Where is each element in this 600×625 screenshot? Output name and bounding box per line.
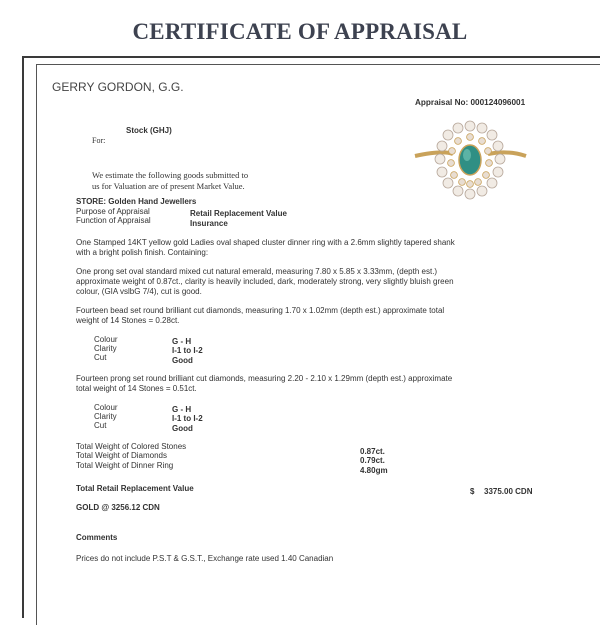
grade-2-label: Colour bbox=[94, 403, 118, 412]
purpose-value: Retail Replacement Value bbox=[190, 209, 287, 218]
total-label: Total Weight of Diamonds bbox=[76, 451, 168, 460]
stock-code: Stock (GHJ) bbox=[126, 126, 172, 135]
total-label: Total Weight of Dinner Ring bbox=[76, 461, 174, 470]
total-value: 4.80gm bbox=[360, 466, 388, 475]
total-value: 0.79ct. bbox=[360, 456, 385, 465]
store-name: STORE: Golden Hand Jewellers bbox=[76, 197, 197, 206]
function-label: Function of Appraisal bbox=[76, 216, 151, 225]
grade-1-value: G - H bbox=[172, 337, 192, 346]
retail-value-label: Total Retail Replacement Value bbox=[76, 484, 194, 493]
grade-1-label: Cut bbox=[94, 353, 107, 362]
diamonds-2-line-1: Fourteen prong set round brilliant cut diamonds, measuring 2.20 - 2.10 x 1.29mm (depth est.) approximate bbox=[76, 374, 453, 383]
intro-line-2: us for Valuation are of present Market Value. bbox=[92, 181, 245, 191]
grade-2-value: G - H bbox=[172, 405, 192, 414]
emerald-line-1: One prong set oval standard mixed cut natural emerald, measuring 7.80 x 5.85 x 3.33mm, (depth est.) bbox=[76, 267, 438, 276]
function-value: Insurance bbox=[190, 219, 228, 228]
total-label: Total Weight of Colored Stones bbox=[76, 442, 187, 451]
comments-text: Prices do not include P.S.T & G.S.T., Exchange rate used 1.40 Canadian bbox=[76, 554, 334, 563]
grade-1-value: Good bbox=[172, 356, 193, 365]
grade-1-value: I-1 to I-2 bbox=[172, 346, 203, 355]
diamonds-2-line-2: total weight of 14 Stones = 0.51ct. bbox=[76, 384, 197, 393]
ring-photo bbox=[413, 120, 528, 205]
comments-label: Comments bbox=[76, 533, 118, 542]
certificate-title: CERTIFICATE OF APPRAISAL bbox=[132, 19, 468, 44]
grade-2-value: Good bbox=[172, 424, 193, 433]
grade-2-label: Cut bbox=[94, 421, 107, 430]
total-value: 0.87ct. bbox=[360, 447, 385, 456]
emerald-stone bbox=[459, 145, 481, 175]
emerald-highlight bbox=[463, 149, 471, 161]
emerald-line-2: approximate weight of 0.87ct., clarity is heavily included, dark, moderately strong, very slightly bluish green bbox=[76, 277, 454, 286]
intro-line-1: We estimate the following goods submitted to bbox=[92, 170, 249, 180]
appraisal-number: Appraisal No: 000124096001 bbox=[415, 98, 526, 107]
grade-2-label: Clarity bbox=[94, 412, 117, 421]
purpose-label: Purpose of Appraisal bbox=[76, 207, 150, 216]
grade-1-label: Clarity bbox=[94, 344, 117, 353]
diamonds-1-line-2: weight of 14 Stones = 0.28ct. bbox=[76, 316, 180, 325]
retail-currency: $ bbox=[470, 487, 475, 496]
grade-2-value: I-1 to I-2 bbox=[172, 414, 203, 423]
for-label: For: bbox=[92, 136, 106, 145]
description-line-1: One Stamped 14KT yellow gold Ladies oval shaped cluster dinner ring with a 2.6mm slightly tapered shank bbox=[76, 238, 455, 247]
description-line-2: with a bright polish finish. Containing: bbox=[76, 248, 209, 257]
gold-price: GOLD @ 3256.12 CDN bbox=[76, 503, 160, 512]
diamonds-1-line-1: Fourteen bead set round brilliant cut diamonds, measuring 1.70 x 1.02mm (depth est.) approximate total bbox=[76, 306, 445, 315]
appraiser-name: GERRY GORDON, G.G. bbox=[52, 80, 184, 94]
retail-value: 3375.00 CDN bbox=[484, 487, 533, 496]
emerald-line-3: colour, (GIA vslbG 7/4), cut is good. bbox=[76, 287, 202, 296]
grade-1-label: Colour bbox=[94, 335, 118, 344]
